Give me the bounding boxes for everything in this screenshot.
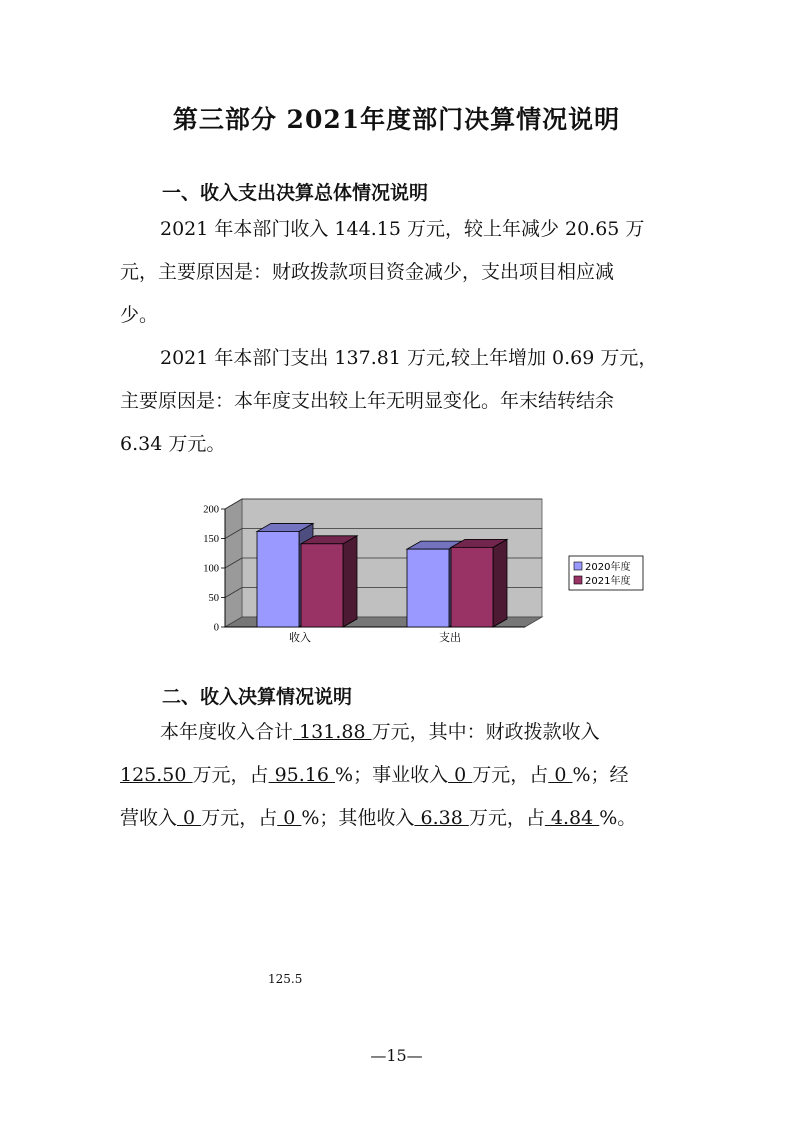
section-heading-overview: 一、收入支出决算总体情况说明 [162, 182, 429, 204]
page-title: 第三部分 2021年度部门决算情况说明 [172, 105, 621, 134]
legend-swatch-2020年度 [574, 562, 582, 570]
text-run: 万元，占 [192, 764, 269, 786]
text-run: 万元，其中：财政拨款收入 [371, 721, 600, 743]
text-line [120, 754, 680, 797]
text-run: 万元，占 [472, 764, 549, 786]
paragraph-income-detail [120, 711, 680, 840]
text-run: %；经 [572, 764, 629, 786]
chart-y-tick-label: 0 [213, 622, 219, 634]
paragraph-income-summary [120, 208, 680, 337]
bar-2020年度-支出 [407, 549, 449, 627]
text-line: 少。 [120, 304, 159, 326]
text-run: %；其他收入 [301, 807, 415, 829]
text-line: 6.34 万元。 [120, 433, 226, 455]
page-number: —15— [370, 1046, 423, 1065]
legend-swatch-2021年度 [574, 576, 582, 584]
paragraph-expense-summary [120, 337, 680, 466]
section-heading-income: 二、收入决算情况说明 [162, 686, 353, 708]
chart-y-tick-label: 150 [203, 534, 219, 545]
text-run: %。 [599, 807, 637, 829]
fiscal-income-percent: 95.16 [268, 764, 336, 786]
text-line: 元，主要原因是：财政拨款项目资金减少，支出项目相应减 [120, 261, 615, 283]
other-income-value: 6.38 [414, 807, 469, 829]
text-line: 2021 年本部门收入 144.15 万元，较上年减少 20.65 万 [160, 218, 645, 240]
bar-2021年度-支出 [451, 547, 493, 627]
fiscal-income-value: 125.50 [120, 764, 193, 786]
legend-label: 2021年度 [585, 576, 631, 587]
chart-y-tick-label: 50 [208, 593, 219, 604]
text-run: 万元，占 [468, 807, 545, 829]
stray-value-label: 125.5 [268, 972, 303, 986]
bar-side-2021年度-收入 [343, 536, 357, 627]
chart-y-tick-label: 200 [203, 504, 219, 516]
text-line [120, 797, 680, 840]
business-income-percent: 0 [548, 764, 573, 786]
bar-side-2021年度-支出 [493, 539, 507, 627]
text-run: %；事业收入 [335, 764, 449, 786]
business-income-value: 0 [448, 764, 473, 786]
text-run: 万元，占 [201, 807, 278, 829]
bar-2020年度-收入 [257, 531, 299, 627]
text-run: 营收入 [120, 807, 178, 829]
text-line [120, 711, 680, 754]
bar-2021年度-收入 [301, 544, 343, 627]
text-run: 本年度收入合计 [160, 721, 294, 743]
chart-x-tick-label: 收入 [289, 631, 311, 644]
other-income-percent: 4.84 [544, 807, 600, 829]
text-line: 主要原因是：本年度支出较上年无明显变化。年末结转结余 [120, 390, 615, 412]
operating-income-percent: 0 [277, 807, 302, 829]
operating-income-value: 0 [177, 807, 202, 829]
income-expense-bar-chart [195, 496, 655, 646]
text-line: 2021 年本部门支出 137.81 万元,较上年增加 0.69 万元， [160, 347, 658, 369]
chart-x-tick-label: 支出 [439, 631, 461, 644]
income-total-value: 131.88 [293, 721, 372, 743]
chart-y-tick-label: 100 [203, 563, 219, 575]
legend-label: 2020年度 [585, 562, 631, 573]
